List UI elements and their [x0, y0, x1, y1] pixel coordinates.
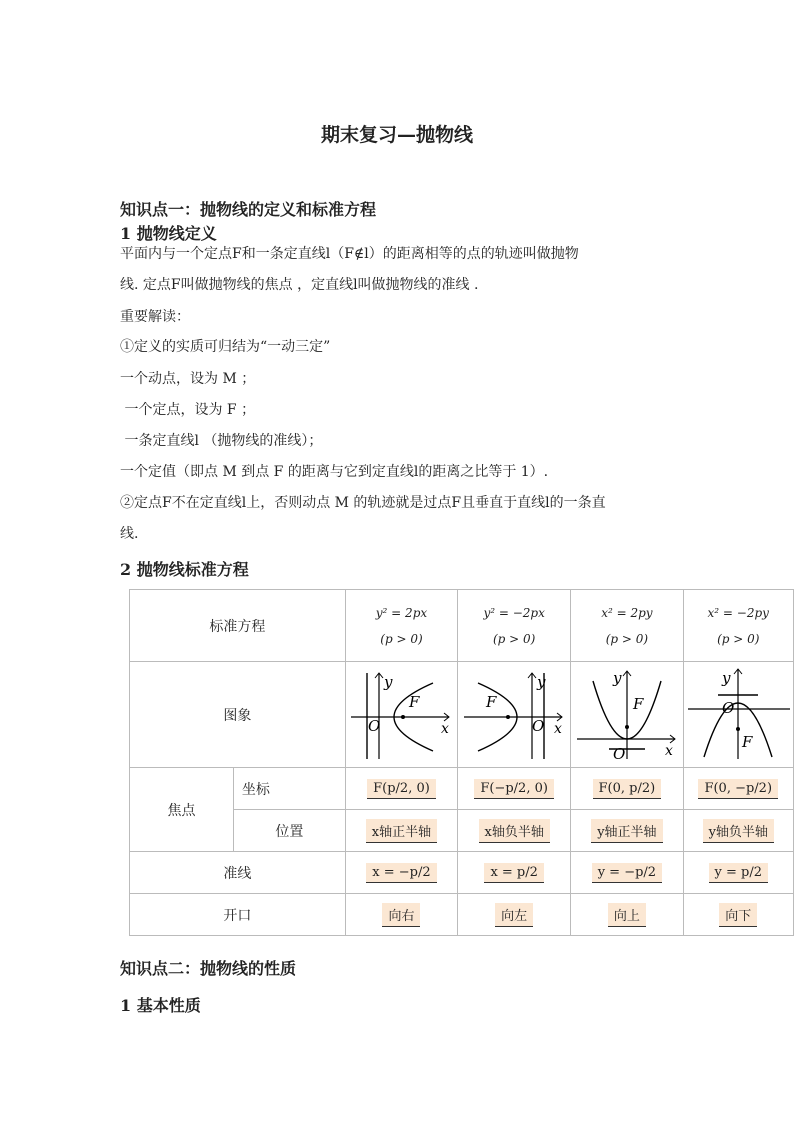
svg-text:O: O — [368, 716, 381, 735]
row-label-directrix: 准线 — [130, 852, 346, 894]
svg-text:x: x — [664, 742, 673, 759]
answer-directrix-1: x = −p/2 — [366, 863, 436, 883]
subheading-standard-equation: 2 抛物线标准方程 — [120, 560, 249, 579]
key-point-fixed-point: 一个定点，设为 F ； — [120, 402, 256, 418]
cell-position-3 — [571, 810, 683, 852]
graph-cell-up — [571, 662, 683, 768]
svg-text:x: x — [441, 720, 450, 737]
key-point-fixed-line: 一条定直线l （抛物线的准线）； — [120, 433, 323, 449]
cell-equation-2: y² = −2px (p > 0) — [458, 590, 571, 662]
graph-right-opening — [349, 665, 453, 761]
cell-directrix-2 — [458, 852, 571, 894]
subheading-basic-properties: 1 基本性质 — [120, 996, 201, 1015]
key-points-title: 重要解读： — [120, 309, 190, 325]
answer-directrix-4: y = p/2 — [709, 863, 768, 883]
graph-down-opening — [686, 665, 790, 761]
cell-focus-3 — [571, 768, 683, 810]
graph-cell-left — [458, 662, 571, 768]
cell-equation-4: x² = −2py (p > 0) — [683, 590, 794, 662]
table-row-graph — [130, 662, 794, 768]
cell-opening-4 — [683, 894, 794, 936]
cell-directrix-1 — [345, 852, 457, 894]
cell-directrix-3 — [571, 852, 683, 894]
definition-line-2: 线. 定点F叫做抛物线的焦点 ，定直线l叫做抛物线的准线 . — [120, 277, 479, 293]
cell-focus-2 — [458, 768, 571, 810]
table-row-focus-coord — [130, 768, 794, 810]
answer-opening-2: 向左 — [495, 903, 533, 927]
svg-text:O: O — [722, 698, 735, 717]
svg-text:F: F — [409, 692, 420, 711]
table-row-equation — [130, 590, 794, 662]
cell-opening-3 — [571, 894, 683, 936]
answer-focus-3: F(0, p/2) — [593, 779, 662, 799]
key-point-fixed-value: 一个定值（即点 M 到点 F 的距离与它到定直线l的距离之比等于 1）. — [120, 464, 549, 480]
answer-focus-2: F(−p/2, 0) — [474, 779, 554, 799]
cell-position-4 — [683, 810, 794, 852]
key-point-1: ①定义的实质可归结为“一动三定” — [120, 339, 331, 355]
answer-directrix-3: y = −p/2 — [592, 863, 662, 883]
section-heading-1: 知识点一：抛物线的定义和标准方程 — [120, 200, 377, 219]
subheading-definition: 1 抛物线定义 — [120, 224, 217, 243]
answer-opening-3: 向上 — [608, 903, 646, 927]
answer-directrix-2: x = p/2 — [484, 863, 543, 883]
svg-text:O: O — [612, 744, 626, 761]
row-label-equation: 标准方程 — [130, 590, 346, 662]
row-label-graph: 图象 — [130, 662, 346, 768]
standard-equation-table — [129, 589, 794, 936]
definition-line-1: 平面内与一个定点F和一条定直线l（F∉l）的距离相等的点的轨迹叫做抛物 — [120, 246, 579, 262]
row-label-focus: 焦点 — [130, 768, 234, 852]
cell-position-1 — [345, 810, 457, 852]
row-label-coord: 坐标 — [233, 768, 345, 810]
key-point-moving-point: 一个动点，设为 M ； — [120, 371, 256, 387]
cell-directrix-4 — [683, 852, 794, 894]
cell-focus-4 — [683, 768, 794, 810]
svg-text:y: y — [722, 668, 731, 687]
graph-up-opening — [575, 665, 679, 761]
svg-text:O: O — [532, 716, 545, 735]
answer-focus-1: F(p/2, 0) — [367, 779, 436, 799]
svg-text:F: F — [632, 694, 644, 713]
table-row-opening — [130, 894, 794, 936]
svg-text:x: x — [554, 720, 563, 737]
svg-text:F: F — [742, 732, 753, 751]
svg-text:F: F — [486, 692, 497, 711]
cell-opening-1 — [345, 894, 457, 936]
answer-focus-4: F(0, −p/2) — [698, 779, 778, 799]
answer-position-2: x轴负半轴 — [479, 819, 550, 843]
graph-left-opening — [462, 665, 566, 761]
cell-equation-1: y² = 2px (p > 0) — [345, 590, 457, 662]
answer-position-4: y轴负半轴 — [703, 819, 774, 843]
graph-cell-down — [683, 662, 794, 768]
answer-opening-4: 向下 — [719, 903, 757, 927]
row-label-position: 位置 — [233, 810, 345, 852]
section-heading-2: 知识点二：抛物线的性质 — [120, 959, 297, 978]
graph-cell-right — [345, 662, 457, 768]
cell-position-2 — [458, 810, 571, 852]
table-row-directrix — [130, 852, 794, 894]
svg-text:y: y — [537, 672, 546, 691]
svg-text:y: y — [384, 672, 393, 691]
answer-opening-1: 向右 — [382, 903, 420, 927]
cell-opening-2 — [458, 894, 571, 936]
key-point-2-line-2: 线. — [120, 526, 139, 542]
cell-equation-3: x² = 2py (p > 0) — [571, 590, 683, 662]
svg-text:y: y — [612, 668, 622, 687]
answer-position-3: y轴正半轴 — [591, 819, 662, 843]
page-title: 期末复习—抛物线 — [320, 124, 473, 146]
key-point-2-line-1: ②定点F不在定直线l上，否则动点 M 的轨迹就是过点F且垂直于直线l的一条直 — [120, 495, 606, 511]
cell-focus-1 — [345, 768, 457, 810]
answer-position-1: x轴正半轴 — [366, 819, 437, 843]
row-label-opening: 开口 — [130, 894, 346, 936]
